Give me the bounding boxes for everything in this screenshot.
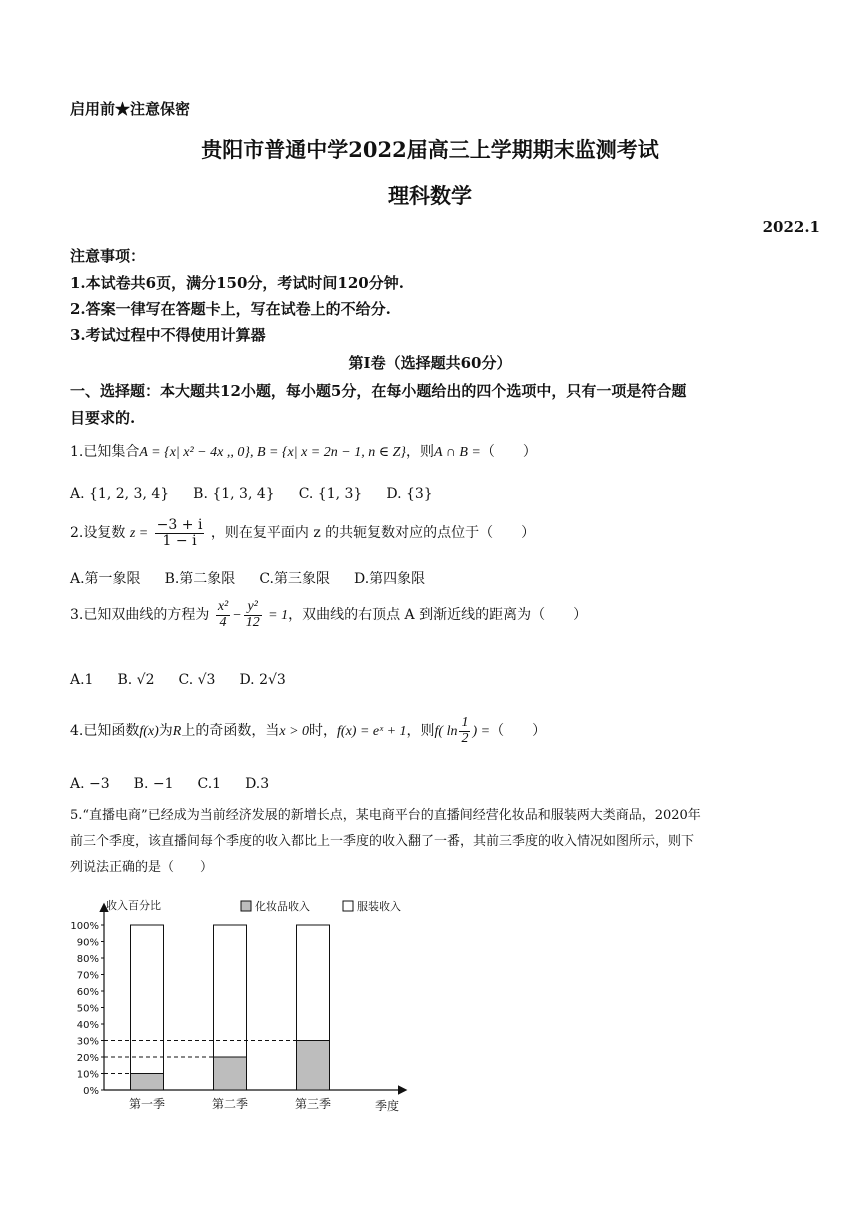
y-tick-label: 100%	[70, 921, 99, 932]
option-a: A. {1, 2, 3, 4}	[70, 486, 170, 502]
y-tick-label: 0%	[83, 1086, 99, 1097]
option-b: B. √2	[117, 672, 155, 688]
q1-tail: ，则	[405, 444, 434, 460]
q3-fraction-y	[244, 600, 262, 630]
q2-lead: 2.设复数	[70, 525, 126, 542]
q4-lead: 4.已知函数	[70, 723, 140, 740]
option-d: D.第四象限	[353, 571, 426, 587]
legend-swatch-cosmetics	[241, 901, 251, 911]
q2-z: z =	[129, 526, 149, 542]
q3-numerator-x: x²	[217, 599, 229, 614]
q4-paren: （ ）	[490, 723, 547, 740]
bar-cosmetics	[131, 1074, 164, 1091]
y-tick-label: 50%	[76, 1003, 99, 1015]
x-tick-label: 第二季	[211, 1097, 249, 1111]
question-5-line-2: 前三个季度，该直播间每个季度的收入都比上一季度的收入翻了一番，其前三季度的收入情况如图所示，则下	[70, 834, 695, 849]
y-tick-label: 60%	[76, 987, 99, 998]
option-d: D. 2√3	[239, 672, 286, 688]
q4-mid2: 上的奇函数，当	[181, 723, 280, 740]
option-c: C.1	[197, 776, 222, 792]
bar-clothing	[131, 925, 164, 1074]
bar-cosmetics	[297, 1041, 330, 1091]
question-5-line-3: 列说法正确的是（ ）	[70, 860, 214, 875]
option-a: A.1	[70, 672, 94, 688]
x-axis-label: 季度	[375, 1099, 400, 1113]
option-a: A.第一象限	[70, 571, 141, 587]
q4-fcall-open: f( ln	[434, 724, 458, 740]
option-c: C. {1, 3}	[298, 486, 363, 502]
y-tick-label: 80%	[76, 954, 99, 965]
q4-mid4: ，则	[406, 723, 435, 740]
question-2	[70, 518, 535, 548]
q2-options	[70, 568, 449, 588]
q3-equals: = 1	[268, 608, 289, 624]
q4-fcall-close: ) =	[472, 724, 491, 740]
note-item: 1.本试卷共6页，满分150分，考试时间120分钟.	[70, 274, 404, 292]
q3-options	[70, 672, 310, 688]
q4-cond: x > 0	[279, 724, 310, 740]
q2-fraction	[155, 518, 205, 548]
y-tick-label: 20%	[76, 1053, 99, 1064]
option-a: A. −3	[70, 776, 110, 792]
notes-heading: 注意事项：	[70, 247, 146, 265]
note-item: 2.答案一律写在答题卡上，写在试卷上的不给分.	[70, 300, 391, 318]
note-item: 3.考试过程中不得使用计算器	[70, 326, 266, 344]
question-4	[70, 716, 546, 746]
x-tick-label: 第一季	[128, 1097, 166, 1111]
q1-options	[70, 486, 457, 502]
option-c: C.第三象限	[259, 571, 330, 587]
bar-cosmetics	[214, 1057, 247, 1090]
option-b: B.第二象限	[164, 571, 236, 587]
option-c: C. √3	[178, 672, 216, 688]
question-3	[70, 600, 587, 630]
q3-tail: ，双曲线的右顶点 A 到渐近线的距离为（ ）	[288, 607, 588, 624]
q4-denominator: 2	[461, 730, 469, 746]
bar-clothing	[297, 925, 330, 1041]
legend-label-cosmetics: 化妆品收入	[255, 900, 310, 913]
q2-tail: ，则在复平面内 z 的共轭复数对应的点位于（ ）	[210, 525, 536, 542]
subject-title: 理科数学	[388, 183, 472, 208]
q1-set-b: , B = {x| x = 2n − 1, n ∈ Z}	[249, 445, 406, 460]
income-percentage-chart	[60, 892, 430, 1122]
q3-minus: −	[232, 608, 242, 624]
q4-r: R	[172, 724, 182, 740]
q1-expr: A ∩ B =	[433, 445, 481, 460]
option-b: B. {1, 3, 4}	[193, 486, 275, 502]
x-tick-label: 第三季	[294, 1097, 332, 1111]
q4-mid3: 时，	[309, 723, 338, 740]
y-tick-label: 30%	[76, 1036, 99, 1048]
option-d: D. {3}	[386, 486, 433, 502]
y-tick-label: 10%	[76, 1069, 99, 1081]
q3-denominator-y: 12	[245, 614, 260, 630]
legend-label-clothing: 服装收入	[357, 900, 401, 913]
part1-title: 第I卷（选择题共60分）	[348, 354, 512, 372]
q3-fraction-x	[216, 600, 230, 630]
q2-numerator: −3 + i	[156, 517, 203, 533]
exam-date: 2022.1	[762, 218, 820, 236]
y-tick-label: 40%	[76, 1020, 99, 1031]
q3-numerator-y: y²	[244, 600, 262, 616]
q1-paren: （ ）	[480, 444, 537, 460]
q4-mid1: 为	[158, 723, 173, 740]
q1-lead: 1.已知集合	[70, 444, 140, 460]
q3-denominator-x: 4	[219, 614, 227, 630]
y-tick-label: 90%	[76, 937, 99, 949]
q4-fraction	[459, 716, 470, 746]
q3-lead: 3.已知双曲线的方程为	[70, 607, 210, 624]
question-5-line-1: 5.“直播电商”已经成为当前经济发展的新增长点，某电商平台的直播间经营化妆品和服装两大类商品，2020年	[70, 808, 701, 823]
question-1	[70, 441, 537, 461]
option-d: D.3	[245, 776, 270, 792]
part1-instructions: 一、选择题：本大题共12小题，每小题5分，在每小题给出的四个选项中，只有一项是符合题	[70, 382, 687, 400]
exam-title: 贵阳市普通中学2022届高三上学期期末监测考试	[201, 137, 659, 162]
option-b: B. −1	[133, 776, 174, 792]
q2-denominator: 1 − i	[162, 532, 197, 549]
legend-swatch-clothing	[343, 901, 353, 911]
q4-options	[70, 776, 293, 792]
y-tick-label: 70%	[76, 970, 99, 982]
q4-fdef: f(x) = eˣ + 1	[337, 724, 407, 740]
q1-set-a: A = {x| x² − 4x ,, 0}	[139, 445, 250, 460]
y-axis-label: 收入百分比	[106, 899, 161, 912]
part1-instructions-cont: 目要求的.	[70, 409, 136, 427]
bar-clothing	[214, 925, 247, 1057]
q4-numerator: 1	[461, 715, 469, 730]
q4-f: f(x)	[139, 724, 159, 740]
confidential-mark: 启用前★注意保密	[70, 100, 191, 118]
